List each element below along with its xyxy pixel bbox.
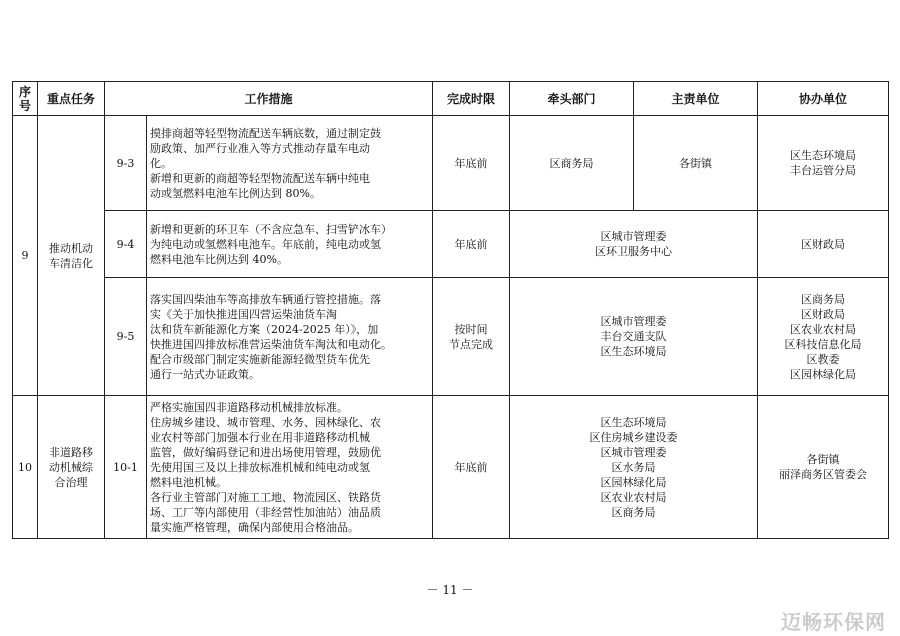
- item-code: 10-1: [105, 396, 147, 539]
- table-row: [13, 396, 889, 539]
- item-code: 9-3: [105, 116, 147, 211]
- page-number: － 11 －: [426, 583, 474, 597]
- header-measures: 工作措施: [105, 82, 433, 116]
- header-lead-dept: 牵头部门: [510, 82, 634, 116]
- watermark-text: 迈畅环保网: [781, 610, 886, 634]
- assist-unit-cell: 各街镇 丽泽商务区管委会: [758, 396, 889, 539]
- table-row: [13, 116, 889, 211]
- task-cell: 非道路移 动机械综 合治理: [38, 396, 105, 539]
- table-row: [13, 211, 889, 278]
- header-assist-unit: 协办单位: [758, 82, 889, 116]
- measures-cell: 落实国四柴油车等高排放车辆通行管控措施。落 实《关于加快推进国四营运柴油货车淘 汰和货车新能源化方案（2024-2025 年）》，加 快推进国四排放标准营运柴油货车淘汰和电动化。 配合市级部门制定实施新能源轻微型货车优先 通行一站式办证政策。: [147, 278, 433, 396]
- header-seq: 序 号: [13, 82, 38, 116]
- assist-unit-cell: 区财政局: [758, 211, 889, 278]
- assist-unit-cell: 区商务局 区财政局 区农业农村局 区科技信息化局 区教委 区园林绿化局: [758, 278, 889, 396]
- deadline-cell: 年底前: [433, 396, 510, 539]
- table-header-row: [13, 82, 889, 116]
- header-task: 重点任务: [38, 82, 105, 116]
- measures-cell: 新增和更新的环卫车（不含应急车、扫雪铲冰车） 为纯电动或氢燃料电池车。年底前，纯电动或氢 燃料电池车比例达到 40%。: [147, 211, 433, 278]
- header-main-unit: 主责单位: [634, 82, 758, 116]
- task-cell: 推动机动 车清洁化: [38, 116, 105, 396]
- assist-unit-cell: 区生态环境局 丰台运管分局: [758, 116, 889, 211]
- work-measures-table: [12, 81, 889, 539]
- deadline-cell: 年底前: [433, 211, 510, 278]
- main-unit-cell: 各街镇: [634, 116, 758, 211]
- measures-cell: 严格实施国四非道路移动机械排放标准。 住房城乡建设、城市管理、水务、园林绿化、农 业农村等部门加强本行业在用非道路移动机械 监管，做好编码登记和进出场使用管理，鼓励优 先使用国三及以上排放标准机械和纯电动或氢 燃料电池机械。 各行业主管部门对施工工地、物流园区、铁路货 场、工厂等内部使用（非经营性加油站）油品质 量实施严格管理，确保内部使用合格油品。: [147, 396, 433, 539]
- lead-main-cell: 区城市管理委 区环卫服务中心: [510, 211, 758, 278]
- lead-dept-cell: 区商务局: [510, 116, 634, 211]
- table-row: [13, 278, 889, 396]
- seq-cell: 9: [13, 116, 38, 396]
- item-code: 9-5: [105, 278, 147, 396]
- deadline-cell: 年底前: [433, 116, 510, 211]
- deadline-cell: 按时间 节点完成: [433, 278, 510, 396]
- lead-main-cell: 区城市管理委 丰台交通支队 区生态环境局: [510, 278, 758, 396]
- item-code: 9-4: [105, 211, 147, 278]
- lead-main-cell: 区生态环境局 区住房城乡建设委 区城市管理委 区水务局 区园林绿化局 区农业农村局 区商务局: [510, 396, 758, 539]
- header-deadline: 完成时限: [433, 82, 510, 116]
- seq-cell: 10: [13, 396, 38, 539]
- measures-cell: 摸排商超等轻型物流配送车辆底数，通过制定鼓 励政策、加严行业准入等方式推动存量车电动 化。 新增和更新的商超等轻型物流配送车辆中纯电 动或氢燃料电池车比例达到 80%。: [147, 116, 433, 211]
